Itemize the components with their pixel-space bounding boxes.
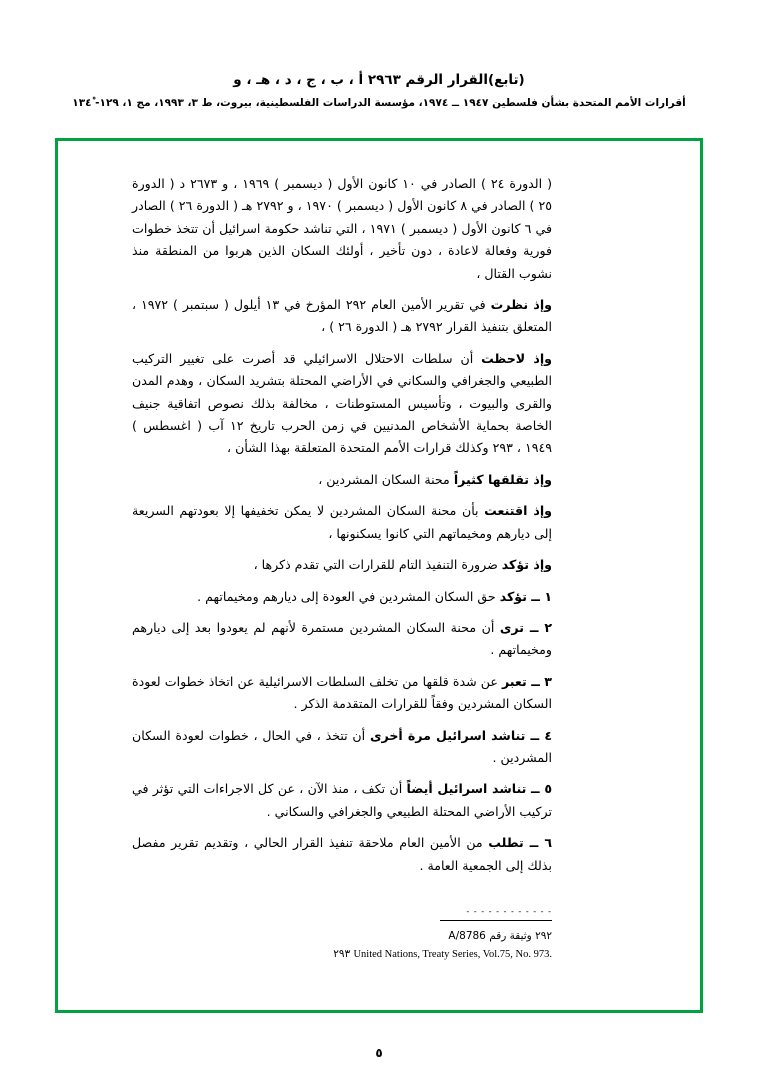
item-6-lead: ٦ ــ تطلب [488, 835, 552, 851]
item-5-rest: أن تكف ، منذ الآن ، عن كل الاجراءات التي تؤثر في تركيب الأراضي المحتلة الطبيعي والجغرافي والسكاني . [132, 781, 552, 819]
paragraph-5-lead: وإذ اقتنعت [484, 503, 552, 519]
paragraph-2-lead: وإذ نظرت [490, 297, 552, 313]
page-number: ٥ [375, 1046, 383, 1060]
paragraph-preamble-2 [132, 294, 552, 339]
paragraph-preamble-3 [132, 348, 552, 460]
item-1-rest: حق السكان المشردين في العودة إلى ديارهم ومخيماتهم . [197, 588, 500, 604]
item-3-lead: ٣ ــ تعبر [501, 673, 552, 689]
numbered-item-1 [132, 586, 552, 608]
paragraph-4-rest: محنة السكان المشردين ، [318, 471, 454, 487]
numbered-item-5 [132, 778, 552, 823]
item-4-rest: أن تتخذ ، في الحال ، خطوات لعودة السكان المشردين . [132, 727, 552, 765]
paragraph-2-rest: في تقرير الأمين العام ٢٩٢ المؤرخ في ١٣ أيلول ( سبتمبر ) ١٩٧٢ ، المتعلق بتنفيذ القرار ٢٧٩٢ هـ ( الدورة ٢٦ ) ، [132, 297, 552, 335]
numbered-item-4 [132, 725, 552, 770]
paragraph-6-lead: وإذ تؤكد [501, 557, 552, 573]
footnote-293-number: ٢٩٣ [333, 948, 351, 961]
footnotes-section [132, 907, 552, 964]
numbered-item-6 [132, 832, 552, 877]
item-2-lead: ٢ ــ ترى [499, 619, 552, 635]
document-title: (تابع)القرار الرقم ٢٩٦٣ أ ، ب ، ج ، د ، هـ ، و [233, 72, 525, 88]
resolution-body [132, 173, 552, 877]
footnote-293 [132, 946, 552, 964]
paragraph-3-lead: وإذ لاحظت [481, 350, 553, 366]
paragraph-5-rest: بأن محنة السكان المشردين لا يمكن تخفيفها إلا بعودتهم السريعة إلى ديارهم ومخيماتهم التي كانوا يسكنونها ، [132, 503, 552, 541]
paragraph-preamble-5 [132, 500, 552, 545]
item-3-rest: عن شدة قلقها من تخلف السلطات الاسرائيلية عن اتخاذ خطوات لعودة السكان المشردين وفقاً للقرارات المتقدمة الذكر . [132, 673, 552, 712]
footnote-292: ٢٩٢ وثيقة رقم A/8786 [448, 930, 552, 943]
item-2-rest: أن محنة السكان المشردين مستمرة لأنهم لم يعودوا بعد إلى ديارهم ومخيماتهم . [132, 619, 552, 658]
numbered-item-3 [132, 671, 552, 716]
page-header [0, 72, 758, 109]
numbered-item-2 [132, 617, 552, 662]
paragraph-4-lead: وإذ تقلقها كثيراً [453, 471, 552, 487]
item-5-lead: ٥ ــ تناشد اسرائيل أيضاً [406, 781, 552, 797]
footnote-separator-dots: - - - - - - - - - - - - [466, 907, 552, 917]
item-1-lead: ١ ــ تؤكد [499, 588, 552, 604]
item-6-rest: من الأمين العام ملاحقة تنفيذ القرار الحالي ، وتقديم تقرير مفصل بذلك إلى الجمعية العامة . [132, 835, 552, 873]
footnote-rule [440, 920, 552, 921]
paragraph-preamble-6 [132, 554, 552, 576]
green-border-frame [55, 138, 703, 1013]
paragraph-preamble-4 [132, 469, 552, 491]
paragraph-3-rest: أن سلطات الاحتلال الاسرائيلي قد أصرت على تغيير التركيب الطبيعي والجغرافي والسكاني في الأراضي المحتلة بتشريد السكان ، وهدم المدن والقرى والبيوت ، وتأسيس المستوطنات ، مخالفة بذلك نصوص اتفاقية جنيف الخاصة بحماية الأشخاص المدنيين في زمن الحرب تاريخ ١٢ آب ( اغسطس ) ١٩٤٩ ، ٢٩٣ وكذلك قرارات الأمم المتحدة المتعلقة بهذا الشأن ، [132, 350, 553, 456]
paragraph-preamble-1: ( الدورة ٢٤ ) الصادر في ١٠ كانون الأول ( ديسمبر ) ١٩٦٩ ، و ٢٦٧٣ د ( الدورة ٢٥ ) الصادر في ٨ كانون الأول ( ديسمبر ) ١٩٧٠ ، و ٢٧٩٢ هـ ( الدورة ٢٦ ) الصادر في ٦ كانون الأول ( ديسمبر ) ١٩٧١ ، التي تناشد حكومة اسرائيل أن تتخذ خطوات فورية وفعالة لاعادة ، دون تأخير ، أولئك السكان الذين هربوا من المنطقة منذ نشوب القتال ، [132, 176, 552, 281]
paragraph-6-rest: ضرورة التنفيذ التام للقرارات التي تقدم ذكرها ، [253, 557, 502, 573]
document-source-line: أقرارات الأمم المتحدة بشأن فلسطين ١٩٤٧ ــ ١٩٧٤، مؤسسة الدراسات الفلسطينية، بيروت، ط ٣، ١٩٩٣، مج ١، ١٢٩- ١٣٤ْ [72, 97, 686, 109]
item-4-lead: ٤ ــ تناشد اسرائيل مرة أخرى [369, 727, 552, 743]
footnote-293-citation: United Nations, Treaty Series, Vol.75, No. 973. [353, 949, 552, 961]
